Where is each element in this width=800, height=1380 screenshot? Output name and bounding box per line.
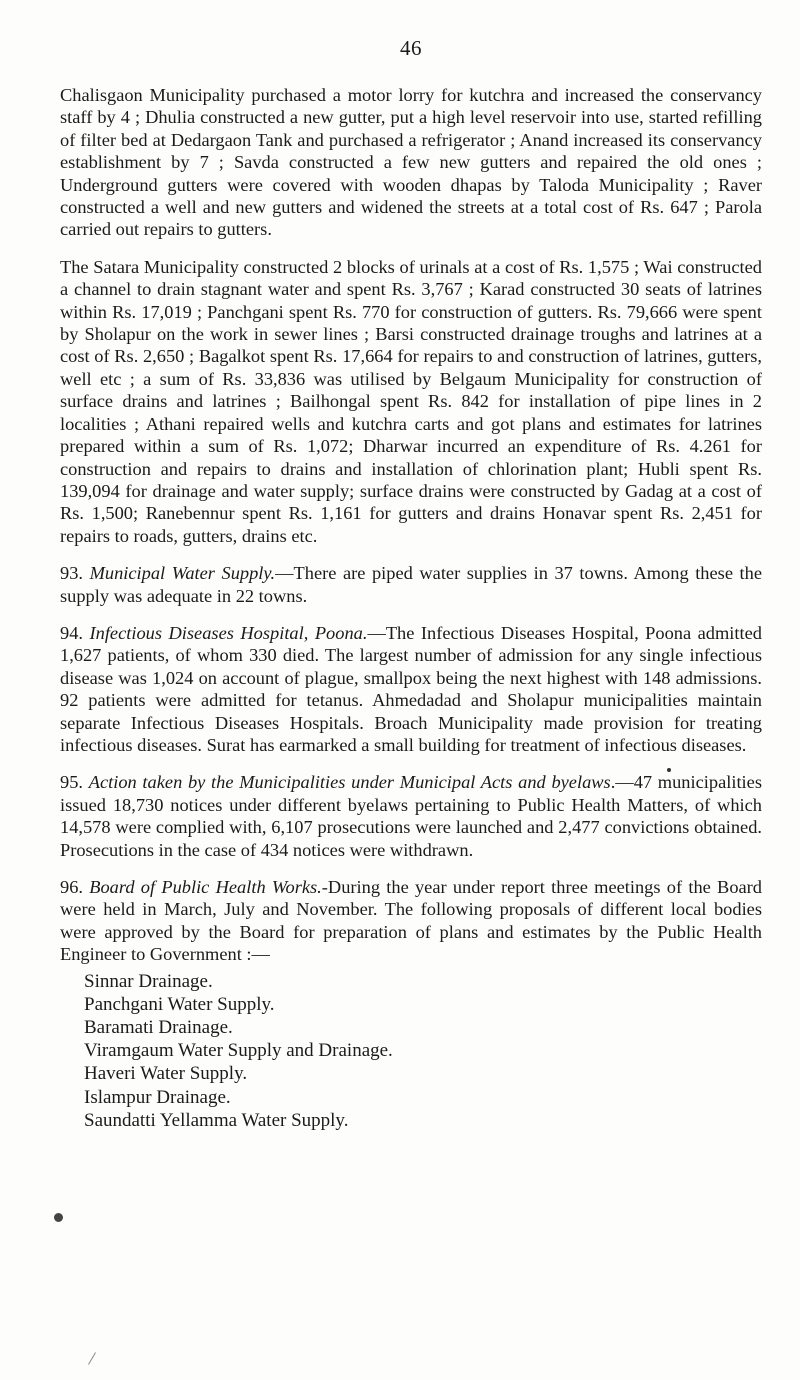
section-94 (60, 622, 762, 756)
section-number: 96. (60, 877, 83, 897)
paragraph-satara: The Satara Municipality constructed 2 blocks of urinals at a cost of Rs. 1,575 ; Wai constructed a channel to drain stagnant water and spent Rs. 3,767 ; Karad constructed 30 seats of latrines within Rs. 17,019 ; Panchgani spent Rs. 770 for construction of gutters. Rs. 79,666 were spent by Sholapur on the work in sewer lines ; Barsi constructed drainage troughs and latrines at a cost of Rs. 2,650 ; Bagalkot spent Rs. 17,664 for repairs to and construction of latrines, gutters, well etc ; a sum of Rs. 33,836 was utilised by Belgaum Municipality for construction of surface drains and latrines ; Bailhongal spent Rs. 842 for installation of pipe lines in 2 localities ; Athani repaired wells and kutchra carts and got plans and estimates for latrines prepared within a sum of Rs. 1,072; Dharwar incurred an expenditure of Rs. 4.261 for construction and repairs to drains and installation of chlorination plant; Hubli spent Rs. 139,094 for drainage and water supply; surface drains were constructed by Gadag at a cost of Rs. 1,500; Ranebennur spent Rs. 1,161 for gutters and drains Honavar spent Rs. 2,451 for repairs to roads, gutters, drains etc. (60, 256, 762, 546)
section-text: -During the year under report three meetings of the Board were held in March, July and November. The following proposals of different local bodies were approved by the Board for preparation of plans and estimates by the Public Health Engineer to Government :— (60, 877, 762, 965)
proposals-list (60, 970, 762, 1132)
section-number: 93. (60, 563, 83, 584)
section-heading: Infectious Diseases Hospital, Poona. (89, 622, 368, 643)
section-text: —There are piped water supplies in 37 towns. Among these the supply was adequate in 22 towns. (60, 563, 762, 606)
section-number: 95. (60, 772, 83, 793)
list-item: Viramgaum Water Supply and Drainage. (84, 1040, 393, 1062)
list-item: Haveri Water Supply. (84, 1063, 248, 1085)
ink-blot (54, 1213, 63, 1222)
pencil-mark (88, 1352, 96, 1365)
section-heading: Municipal Water Supply. (89, 563, 276, 584)
section-93 (60, 562, 762, 607)
section-text: —The Infectious Diseases Hospital, Poona admitted 1,627 patients, of whom 330 died. The largest number of admission for any single infectious disease was 1,024 on account of plague, smallpox being the next highest with 148 admissions. 92 patients were admitted for tetanus. Ahmedadad and Sholapur municipalities maintain separate Infectious Diseases Hospitals. Broach Municipality made provision for treating infectious diseases. Surat has earmarked a small building for treatment of infectious diseases. (60, 622, 762, 755)
list-item: Saundatti Yellamma Water Supply. (84, 1109, 349, 1131)
section-heading: Action taken by the Municipalities under Municipal Acts and byelaws (88, 772, 611, 793)
section-text: .—47 municipalities issued 18,730 notices under different byelaws pertaining to Public Health Matters, of which 14,578 were complied with, 6,107 prosecutions were launched and 2,477 convictions obtained. Prosecutions in the case of 434 notices were withdrawn. (60, 772, 762, 860)
page-number: 46 (400, 36, 422, 60)
section-96 (60, 876, 762, 966)
paragraph-chalisgaon: Chalisgaon Municipality purchased a motor lorry for kutchra and increased the conservancy staff by 4 ; Dhulia constructed a new gutter, put a high level reservoir into use, started refilling of filter bed at Dedargaon Tank and purchased a refrigerator ; Anand increased its conservancy establishment by 7 ; Savda constructed a few new gutters and repaired the old ones ; Underground gutters were covered with wooden dhapas by Taloda Municipality ; Raver constructed a well and new gutters and widened the streets at a total cost of Rs. 647 ; Parola carried out repairs to gutters. (60, 85, 762, 240)
section-heading: Board of Public Health Works. (89, 877, 322, 897)
list-item: Islampur Drainage. (84, 1086, 231, 1108)
page-content (60, 84, 762, 1132)
section-number: 94. (60, 622, 83, 643)
print-speck (667, 768, 671, 772)
list-item: Sinnar Drainage. (84, 970, 213, 992)
section-95 (60, 771, 762, 861)
list-item: Panchgani Water Supply. (84, 993, 275, 1015)
list-item: Baramati Drainage. (84, 1017, 233, 1039)
